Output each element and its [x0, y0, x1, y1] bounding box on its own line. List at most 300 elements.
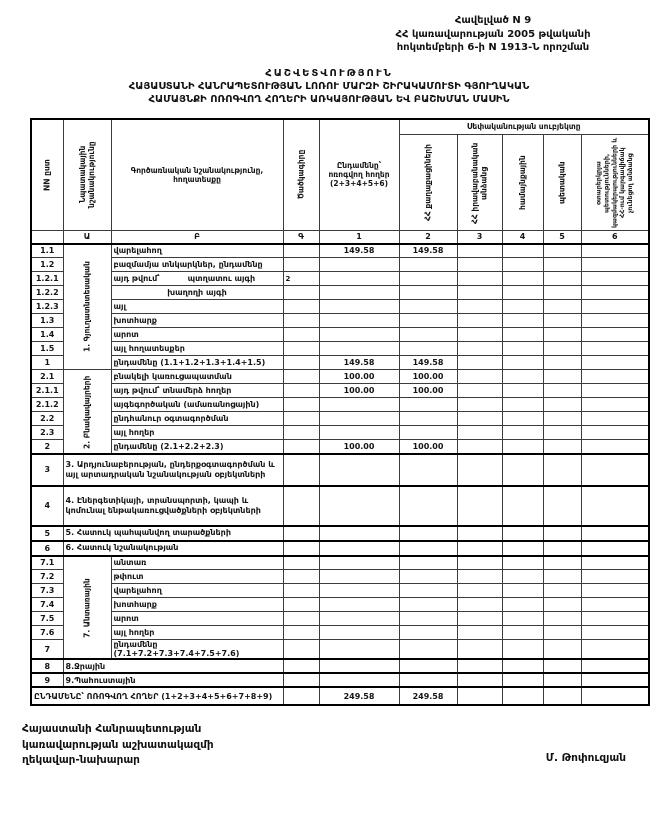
- value-cell-legal-entities: [457, 454, 502, 486]
- value-cell-citizens: [399, 659, 457, 673]
- value-cell-foreign: [581, 384, 649, 398]
- value-cell-total-irrigated: [319, 598, 399, 612]
- value-cell-foreign: [581, 258, 649, 272]
- row-number-cell: 6: [31, 541, 63, 556]
- table-row: [31, 244, 649, 258]
- value-cell-state: [543, 300, 581, 314]
- value-cell-foreign: [581, 328, 649, 342]
- value-cell-legal-entities: [457, 398, 502, 412]
- value-cell-state: [543, 486, 581, 526]
- value-cell-community: [502, 258, 543, 272]
- column-header-purpose: Նպատակային նշանակությունը: [63, 119, 111, 231]
- table-row: [31, 370, 649, 384]
- value-cell-community: [502, 272, 543, 286]
- row-number-cell: 1.2.2: [31, 286, 63, 300]
- code-cell: [283, 286, 319, 300]
- value-cell-total-irrigated: 100.00: [319, 440, 399, 454]
- code-cell: [283, 384, 319, 398]
- table-row: [31, 342, 649, 356]
- value-cell-total-irrigated: [319, 626, 399, 640]
- value-cell-state: [543, 272, 581, 286]
- value-cell-community: [502, 659, 543, 673]
- code-cell: [283, 370, 319, 384]
- value-cell-foreign: [581, 640, 649, 660]
- value-cell-total-irrigated: 100.00: [319, 384, 399, 398]
- value-cell-foreign: [581, 612, 649, 626]
- value-cell-state: [543, 356, 581, 370]
- value-cell-community: [502, 454, 543, 486]
- row-number-cell: 1: [31, 356, 63, 370]
- row-number-cell: 7.3: [31, 584, 63, 598]
- value-cell-citizens: 149.58: [399, 356, 457, 370]
- value-cell-citizens: [399, 541, 457, 556]
- land-type-cell: թփուտ: [111, 570, 283, 584]
- land-type-cell: բազմամյա տնկարկներ, ընդամենը: [111, 258, 283, 272]
- row-number-cell: 3: [31, 454, 63, 486]
- column-header-citizens: ՀՀ քաղաքացիների: [399, 135, 457, 231]
- value-cell-total-irrigated: [319, 541, 399, 556]
- land-type-cell: 6. Հատուկ նշանակության: [63, 541, 283, 556]
- table-letters-row: [31, 231, 649, 244]
- land-type-cell: 3. Արդյունաբերության, ընդերքօգտագործման և այլ արտադրական նշանակության օբյեկտների: [63, 454, 283, 486]
- row-number-cell: 1.5: [31, 342, 63, 356]
- land-type-cell: այլ հողեր: [111, 626, 283, 640]
- value-cell-foreign: [581, 526, 649, 541]
- value-cell-foreign: [581, 314, 649, 328]
- table-row: [31, 486, 649, 526]
- value-cell-total-irrigated: [319, 486, 399, 526]
- value-cell-total-irrigated: [319, 398, 399, 412]
- value-cell-community: [502, 398, 543, 412]
- row-number-cell: 5: [31, 526, 63, 541]
- column-header-state: պետական: [543, 135, 581, 231]
- value-cell-legal-entities: [457, 440, 502, 454]
- table-row: [31, 454, 649, 486]
- table-row: [31, 356, 649, 370]
- value-cell-community: [502, 384, 543, 398]
- value-cell-citizens: [399, 570, 457, 584]
- value-cell-community: [502, 440, 543, 454]
- code-cell: [283, 440, 319, 454]
- appendix-line: ՀՀ կառավարության 2005 թվականի: [395, 28, 591, 40]
- land-type-cell: 8.Ջրային: [63, 659, 283, 673]
- value-cell-foreign: [581, 370, 649, 384]
- value-cell-state: [543, 598, 581, 612]
- report-footer: [22, 722, 640, 768]
- code-cell: [283, 244, 319, 258]
- row-number-cell: 2.2: [31, 412, 63, 426]
- value-cell-citizens: [399, 426, 457, 440]
- value-cell-total-irrigated: 149.58: [319, 356, 399, 370]
- value-cell-state: [543, 640, 581, 660]
- land-type-cell: արոտ: [111, 612, 283, 626]
- value-cell-foreign: [581, 398, 649, 412]
- value-cell-citizens: 100.00: [399, 384, 457, 398]
- value-cell-foreign: [581, 556, 649, 570]
- value-cell-state: [543, 342, 581, 356]
- row-number-cell: 7: [31, 640, 63, 660]
- row-number-cell: 7.2: [31, 570, 63, 584]
- letter-cell: Բ: [111, 231, 283, 244]
- table-row: [31, 412, 649, 426]
- row-number-cell: 7.6: [31, 626, 63, 640]
- value-cell-community: [502, 426, 543, 440]
- category-label-cell: 1. Գյուղատնտեսական: [63, 244, 111, 370]
- value-cell-community: [502, 626, 543, 640]
- row-number-cell: 8: [31, 659, 63, 673]
- value-cell-state: [543, 454, 581, 486]
- land-type-cell: ընդամենը (7.1+7.2+7.3+7.4+7.5+7.6): [111, 640, 283, 660]
- value-cell-community: [502, 370, 543, 384]
- land-type-cell: վարելահող: [111, 244, 283, 258]
- letter-cell: Գ: [283, 231, 319, 244]
- value-cell-legal-entities: [457, 272, 502, 286]
- land-type-cell: այլ: [111, 300, 283, 314]
- code-cell: [283, 426, 319, 440]
- value-cell-legal-entities: [457, 258, 502, 272]
- code-cell: [283, 356, 319, 370]
- land-type-cell: արոտ: [111, 328, 283, 342]
- value-cell-citizens: 249.58: [399, 687, 457, 705]
- value-cell-foreign: [581, 356, 649, 370]
- value-cell-state: [543, 440, 581, 454]
- table-row: [31, 598, 649, 612]
- land-type-cell: այլ հողատեսքեր: [111, 342, 283, 356]
- value-cell-state: [543, 244, 581, 258]
- code-cell: [283, 584, 319, 598]
- land-type-cell: 4. Էներգետիկայի, տրանսպորտի, կապի և կոմունալ ենթակառուցվածքների օբյեկտների: [63, 486, 283, 526]
- land-type-cell: այդ թվում՝ տնամերձ հողեր: [111, 384, 283, 398]
- value-cell-state: [543, 687, 581, 705]
- value-cell-legal-entities: [457, 570, 502, 584]
- value-cell-legal-entities: [457, 584, 502, 598]
- value-cell-legal-entities: [457, 541, 502, 556]
- value-cell-legal-entities: [457, 370, 502, 384]
- code-cell: [283, 300, 319, 314]
- land-type-cell: խոտհարք: [111, 314, 283, 328]
- value-cell-state: [543, 526, 581, 541]
- table-row: [31, 384, 649, 398]
- value-cell-community: [502, 640, 543, 660]
- value-cell-citizens: [399, 454, 457, 486]
- value-cell-foreign: [581, 584, 649, 598]
- value-cell-citizens: 100.00: [399, 370, 457, 384]
- code-cell: [283, 612, 319, 626]
- value-cell-citizens: 100.00: [399, 440, 457, 454]
- value-cell-community: [502, 314, 543, 328]
- letter-cell: 4: [502, 231, 543, 244]
- value-cell-community: [502, 570, 543, 584]
- appendix-line: Հավելված N 9: [454, 15, 532, 26]
- row-number-cell: 7.4: [31, 598, 63, 612]
- value-cell-legal-entities: [457, 384, 502, 398]
- value-cell-legal-entities: [457, 673, 502, 687]
- letter-cell: 1: [319, 231, 399, 244]
- value-cell-citizens: [399, 286, 457, 300]
- letter-cell: 2: [399, 231, 457, 244]
- code-cell: [283, 526, 319, 541]
- report-title-line: ՀԱՄԱՅՆՔԻ ՈՌՈԳՎՈՂ ՀՈՂԵՐԻ ԱՌԿԱՅՈՒԹՅԱՆ ԵՎ ԲԱՇԽՄԱՆ ՄԱՍԻՆ: [148, 93, 510, 105]
- table-row: [31, 258, 649, 272]
- table-row: [31, 626, 649, 640]
- value-cell-total-irrigated: [319, 659, 399, 673]
- land-type-cell: այլ հողեր: [111, 426, 283, 440]
- letter-cell: [31, 231, 63, 244]
- table-row: [31, 300, 649, 314]
- value-cell-total-irrigated: [319, 584, 399, 598]
- signatory-line: Հայաստանի Հանրապետության: [22, 723, 202, 736]
- value-cell-state: [543, 384, 581, 398]
- row-number-cell: 2: [31, 440, 63, 454]
- land-type-cell: խաղողի այգի: [111, 286, 283, 300]
- value-cell-citizens: [399, 626, 457, 640]
- value-cell-legal-entities: [457, 687, 502, 705]
- code-cell: [283, 314, 319, 328]
- code-cell: [283, 598, 319, 612]
- letter-cell: 3: [457, 231, 502, 244]
- value-cell-legal-entities: [457, 659, 502, 673]
- value-cell-legal-entities: [457, 612, 502, 626]
- code-cell: 2: [283, 272, 319, 286]
- value-cell-citizens: [399, 342, 457, 356]
- land-type-cell: ընդհանուր օգտագործման: [111, 412, 283, 426]
- value-cell-foreign: [581, 486, 649, 526]
- value-cell-community: [502, 556, 543, 570]
- value-cell-total-irrigated: [319, 570, 399, 584]
- value-cell-legal-entities: [457, 526, 502, 541]
- code-cell: [283, 486, 319, 526]
- land-type-cell: ընդամենը (1.1+1.2+1.3+1.4+1.5): [111, 356, 283, 370]
- value-cell-state: [543, 370, 581, 384]
- land-type-cell: 5. Հատուկ պահպանվող տարածքների: [63, 526, 283, 541]
- value-cell-total-irrigated: [319, 258, 399, 272]
- row-number-cell: 1.2.3: [31, 300, 63, 314]
- value-cell-total-irrigated: [319, 526, 399, 541]
- code-cell: [283, 570, 319, 584]
- value-cell-legal-entities: [457, 412, 502, 426]
- value-cell-foreign: [581, 440, 649, 454]
- value-cell-legal-entities: [457, 244, 502, 258]
- value-cell-foreign: [581, 626, 649, 640]
- row-number-cell: 1.4: [31, 328, 63, 342]
- table-row: [31, 426, 649, 440]
- value-cell-legal-entities: [457, 598, 502, 612]
- table-row: [31, 584, 649, 598]
- value-cell-citizens: [399, 640, 457, 660]
- signatory-position: [22, 722, 214, 768]
- value-cell-foreign: [581, 426, 649, 440]
- value-cell-total-irrigated: [319, 612, 399, 626]
- value-cell-legal-entities: [457, 286, 502, 300]
- value-cell-citizens: [399, 258, 457, 272]
- column-header-total-irrigated: Ընդամենը՝ ոռոգվող հողեր (2+3+4+5+6): [319, 119, 399, 231]
- value-cell-state: [543, 426, 581, 440]
- value-cell-legal-entities: [457, 300, 502, 314]
- code-cell: [283, 659, 319, 673]
- value-cell-state: [543, 659, 581, 673]
- signatory-name: Մ. Թոփուզյան: [545, 752, 626, 765]
- table-row: [31, 398, 649, 412]
- table-row: [31, 440, 649, 454]
- value-cell-foreign: [581, 541, 649, 556]
- value-cell-community: [502, 342, 543, 356]
- value-cell-citizens: [399, 328, 457, 342]
- code-cell: [283, 640, 319, 660]
- value-cell-community: [502, 526, 543, 541]
- report-title-line: ՀԱՅԱՍՏԱՆԻ ՀԱՆՐԱՊԵՏՈՒԹՅԱՆ ԼՈՌՈՒ ՄԱՐԶԻ ՇԻՐԱԿԱՄՈՒՏԻ ԳՅՈՒՂԱԿԱՆ: [128, 80, 530, 92]
- value-cell-citizens: [399, 526, 457, 541]
- value-cell-community: [502, 598, 543, 612]
- table-row: [31, 286, 649, 300]
- value-cell-total-irrigated: [319, 300, 399, 314]
- table-row: [31, 612, 649, 626]
- value-cell-citizens: [399, 673, 457, 687]
- value-cell-total-irrigated: [319, 272, 399, 286]
- value-cell-state: [543, 556, 581, 570]
- land-type-cell: այգեգործական (ամառանոցային): [111, 398, 283, 412]
- land-type-cell: վարելահող: [111, 584, 283, 598]
- value-cell-citizens: [399, 556, 457, 570]
- land-type-cell: ընդամենը (2.1+2.2+2.3): [111, 440, 283, 454]
- code-cell: [283, 342, 319, 356]
- signatory-line: ղեկավար-նախարար: [22, 753, 140, 766]
- value-cell-legal-entities: [457, 426, 502, 440]
- column-header-ownership-group: Սեփականության սուբյեկտը: [399, 119, 649, 135]
- column-header-code: Ծածկագիրը: [283, 119, 319, 231]
- code-cell: [283, 412, 319, 426]
- value-cell-community: [502, 286, 543, 300]
- value-cell-total-irrigated: [319, 426, 399, 440]
- land-type-cell: խոտհարք: [111, 598, 283, 612]
- table-header-row-1: [31, 119, 649, 135]
- value-cell-citizens: [399, 412, 457, 426]
- value-cell-community: [502, 486, 543, 526]
- row-number-cell: 2.1.2: [31, 398, 63, 412]
- value-cell-citizens: [399, 486, 457, 526]
- row-number-cell: 1.3: [31, 314, 63, 328]
- row-number-cell: 1.2: [31, 258, 63, 272]
- value-cell-state: [543, 314, 581, 328]
- value-cell-total-irrigated: [319, 640, 399, 660]
- table-row: [31, 328, 649, 342]
- table-row: [31, 640, 649, 660]
- value-cell-legal-entities: [457, 556, 502, 570]
- value-cell-legal-entities: [457, 328, 502, 342]
- value-cell-state: [543, 541, 581, 556]
- value-cell-legal-entities: [457, 342, 502, 356]
- row-number-cell: 4: [31, 486, 63, 526]
- code-cell: [283, 673, 319, 687]
- value-cell-total-irrigated: [319, 286, 399, 300]
- table-row: [31, 673, 649, 687]
- row-number-cell: 7.5: [31, 612, 63, 626]
- value-cell-total-irrigated: 100.00: [319, 370, 399, 384]
- land-type-cell: անտառ: [111, 556, 283, 570]
- row-number-cell: 2.3: [31, 426, 63, 440]
- value-cell-total-irrigated: [319, 342, 399, 356]
- land-type-cell: 9.Պահուստային: [63, 673, 283, 687]
- value-cell-foreign: [581, 244, 649, 258]
- value-cell-foreign: [581, 412, 649, 426]
- table-row: [31, 541, 649, 556]
- code-cell: [283, 541, 319, 556]
- row-number-cell: 1.2.1: [31, 272, 63, 286]
- value-cell-community: [502, 244, 543, 258]
- value-cell-total-irrigated: [319, 412, 399, 426]
- value-cell-community: [502, 612, 543, 626]
- value-cell-citizens: [399, 584, 457, 598]
- value-cell-citizens: [399, 612, 457, 626]
- row-number-cell: 1.1: [31, 244, 63, 258]
- value-cell-foreign: [581, 454, 649, 486]
- column-header-row-number: NN ըստ: [31, 119, 63, 231]
- value-cell-total-irrigated: [319, 556, 399, 570]
- table-row: [31, 526, 649, 541]
- code-cell: [283, 687, 319, 705]
- value-cell-legal-entities: [457, 640, 502, 660]
- table-row: [31, 659, 649, 673]
- value-cell-total-irrigated: 149.58: [319, 244, 399, 258]
- code-cell: [283, 328, 319, 342]
- value-cell-community: [502, 673, 543, 687]
- value-cell-legal-entities: [457, 486, 502, 526]
- value-cell-community: [502, 356, 543, 370]
- value-cell-state: [543, 412, 581, 426]
- value-cell-community: [502, 328, 543, 342]
- value-cell-state: [543, 286, 581, 300]
- code-cell: [283, 556, 319, 570]
- category-label-cell: 2. Բնակավայրերի: [63, 370, 111, 454]
- code-cell: [283, 398, 319, 412]
- value-cell-total-irrigated: 249.58: [319, 687, 399, 705]
- value-cell-state: [543, 398, 581, 412]
- table-row: [31, 272, 649, 286]
- value-cell-community: [502, 412, 543, 426]
- code-cell: [283, 626, 319, 640]
- value-cell-foreign: [581, 342, 649, 356]
- report-title-word: ՀԱՇՎԵՏՎՈՒԹՅՈՒՆ: [265, 67, 393, 79]
- column-header-functional: Գործառնական նշանակությունը, հողատեսքը: [111, 119, 283, 231]
- value-cell-citizens: 149.58: [399, 244, 457, 258]
- code-cell: [283, 258, 319, 272]
- land-report-table: [30, 118, 650, 707]
- value-cell-state: [543, 570, 581, 584]
- value-cell-foreign: [581, 272, 649, 286]
- value-cell-total-irrigated: [319, 328, 399, 342]
- value-cell-legal-entities: [457, 314, 502, 328]
- value-cell-foreign: [581, 673, 649, 687]
- table-row: [31, 687, 649, 705]
- value-cell-citizens: [399, 398, 457, 412]
- value-cell-citizens: [399, 300, 457, 314]
- value-cell-legal-entities: [457, 356, 502, 370]
- value-cell-foreign: [581, 659, 649, 673]
- value-cell-citizens: [399, 598, 457, 612]
- letter-cell: 6: [581, 231, 649, 244]
- row-number-cell: 9: [31, 673, 63, 687]
- letter-cell: Ա: [63, 231, 111, 244]
- value-cell-community: [502, 584, 543, 598]
- row-number-cell: 2.1.1: [31, 384, 63, 398]
- value-cell-total-irrigated: [319, 314, 399, 328]
- value-cell-state: [543, 626, 581, 640]
- value-cell-total-irrigated: [319, 673, 399, 687]
- row-number-cell: 7.1: [31, 556, 63, 570]
- land-type-cell: բնակելի կառուցապատման: [111, 370, 283, 384]
- land-type-cell: այդ թվում՝ պտղատու այգի: [111, 272, 283, 286]
- value-cell-total-irrigated: [319, 454, 399, 486]
- column-header-legal-entities: ՀՀ իրավաբանական անձանց: [457, 135, 502, 231]
